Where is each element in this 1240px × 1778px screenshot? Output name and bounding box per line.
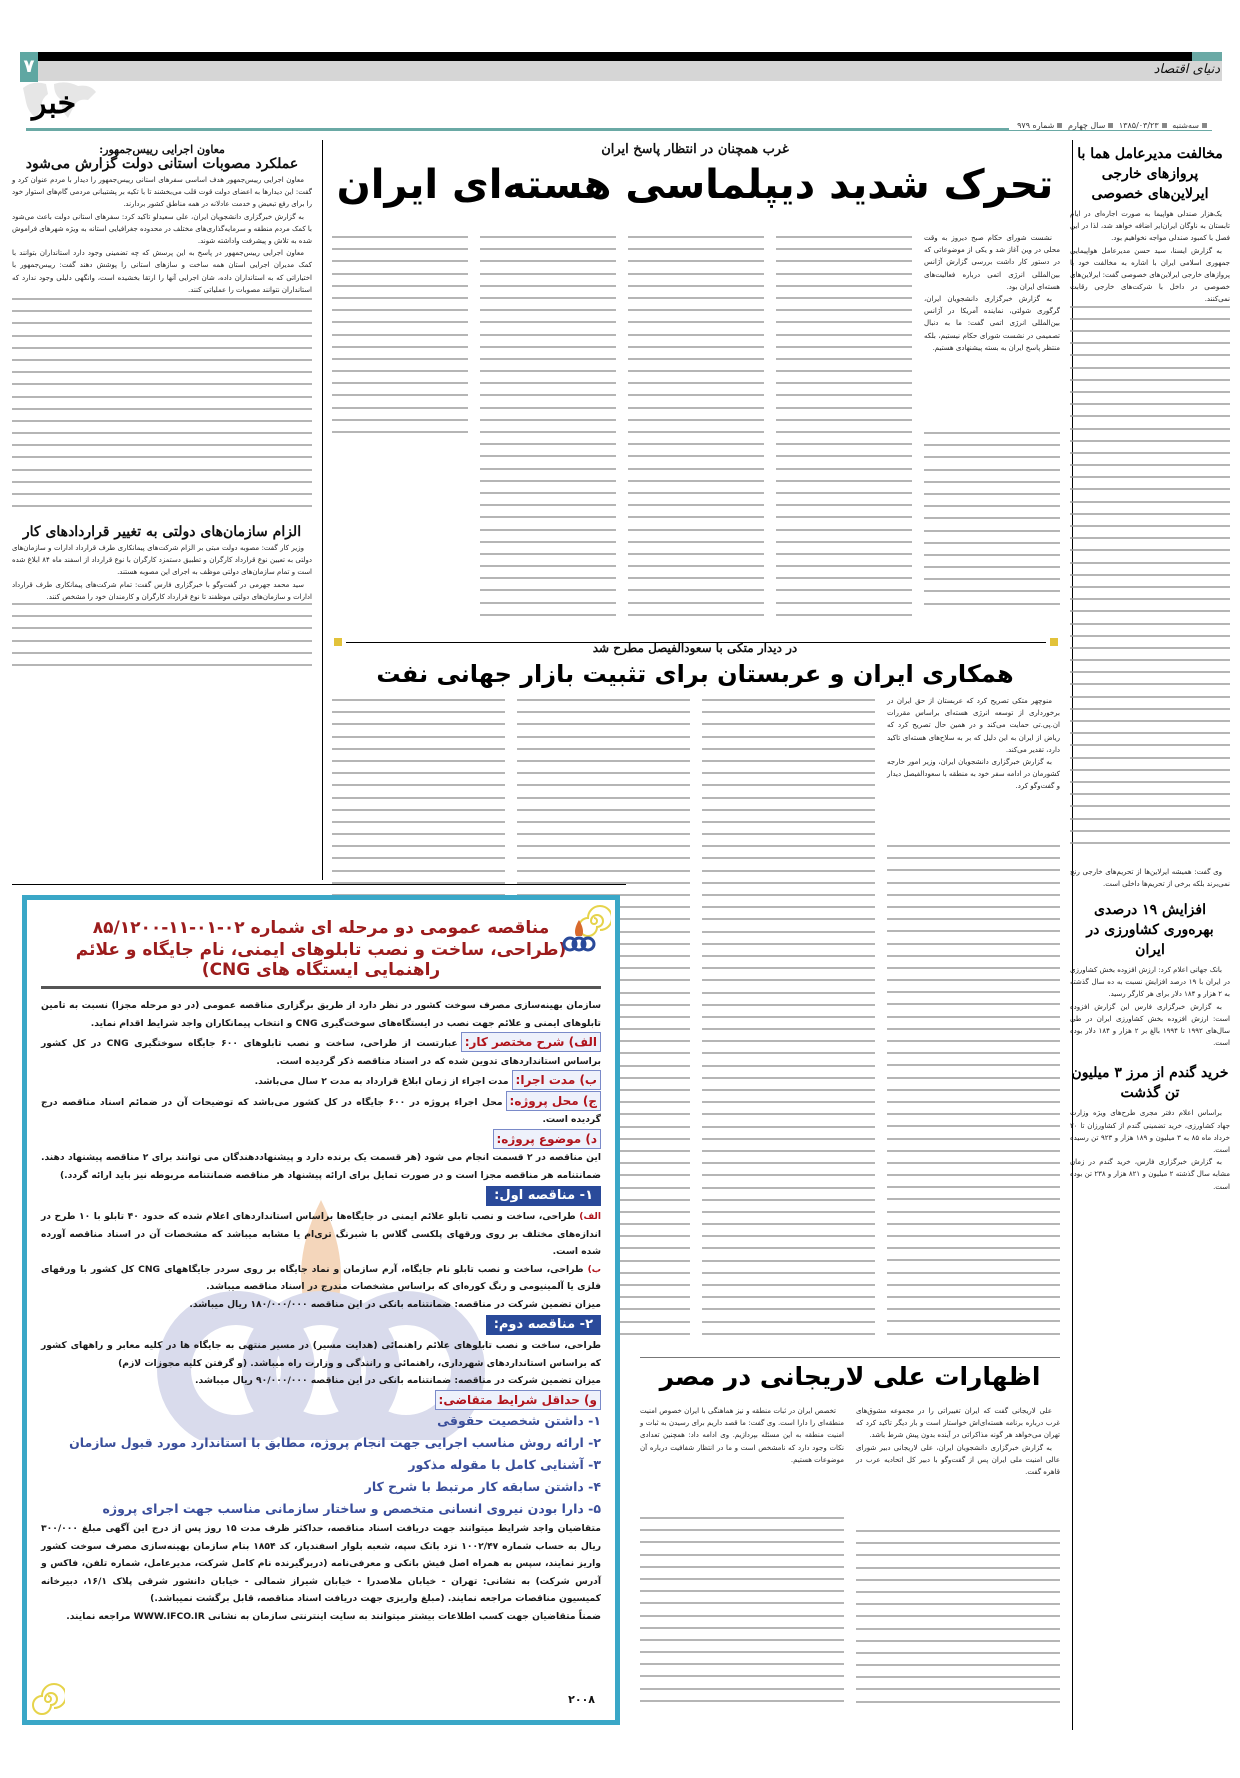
tender-subtitle: (طراحی، ساخت و نصب تابلوهای ایمنی، نام جایگاه و علائم راهنمایی ایستگاه های CNG) — [41, 940, 601, 989]
left-article-kicker: معاون اجرایی رییس‌جمهور: — [99, 143, 225, 156]
requirement-item: ۳- آشنایی کامل با مقوله مذکور — [408, 1457, 601, 1472]
tender-item: ج) محل پروژه:محل اجراء پروژه در ۶۰۰ جایگاه در کل کشور می‌باشد که توضیحات آن در ضمائم اسناد مناقصه درج گردیده است. — [41, 1091, 601, 1129]
left-article-body: معاون اجرایی رییس‌جمهور هدف اساسی سفرهای استانی رییس‌جمهور را دیدار با مردم عنوان کرد و گفت: این دیدارها به اعضای دولت قوت قلب می‌بخشند تا با تکیه بر پشتیبانی مردمی گام‌های استوار خود را برای رفع تبعیض و خدمت عادلانه در همه مناطق کشور بردارند. به گزارش خبرگزاری دانشجویان ایران، علی سعیدلو تاکید کرد: سفرهای استانی دولت باعث می‌شود با کمک مردم منطقه و سرمایه‌گذاری‌های مختلف در محدوده جغرافیایی استانه به ویژه شهرهای فراموش شده به تلاش و پیشرفت واداشته شوند. معاون اجرایی رییس‌جمهور در پاسخ به این پرسش که چه تضمینی وجود دارد استانداران بتوانند با کمک مدیران اجرایی استان همه ساخت و سازهای استانی را پوشش دهند گفت: رییس‌جمهور با اختیاراتی که به استانداران داده، شان اجرایی آنها را ارتقا بخشیده است، وانگهی دلیلی وجود ندارد که استانداران نتوانند مصوبات را عملیاتی کنند. — [12, 176, 312, 294]
brief-body-continued — [1070, 306, 1230, 866]
second-article-headline: همکاری ایران و عربستان برای تثبیت بازار جهانی نفت — [376, 660, 1014, 688]
tender-closing-text: متقاضیان واجد شرایط میتوانند جهت دریافت اسناد مناقصه، حداکثر ظرف مدت ۱۵ روز پس از درج این آگهی مبلغ ۳۰۰/۰۰۰ ریال به حساب شماره ۱۰۰۲/۴۷ نزد بانک سپه، شعبه بلوار اسفندیار، کد ۱۸۵۴ بنام سازمان بهینه‌سازی مصرف سوخت کشور واریز نمایند، سپس به همراه اصل فیش بانکی و معرفی‌نامه (دربرگیرنده نام کامل شرکت، مدیرعامل، شماره تلفن، فاکس و آدرس شرکت) به نشانی: تهران - خیابان ملاصدرا - خیابان شیراز شمالی - خیابان دانشور شرقی پلاک ۱۶/۱، دبیرخانه کمیسیون مناقصات مراجعه نمایند. (مبلغ واریزی جهت دریافت اسناد مناقصه، قابل برگشت نمیباشد.) — [41, 1523, 601, 1604]
issue-year: سال چهارم — [1067, 121, 1106, 130]
ad-code: ۲۰۰۸ — [568, 1693, 595, 1706]
article-column — [776, 232, 912, 627]
column-divider — [322, 140, 323, 880]
article-separator — [640, 1357, 1060, 1358]
masthead-grey-band — [22, 61, 1222, 81]
tender1-item-a: الف) طراحی، ساخت و نصب تابلو علائم ایمنی در جایگاه‌ها براساس استانداردهای اعلام شده که حدود ۴۰ تابلو با ۱۰ طرح در اندازه‌های مختلف بر روی ورقهای پلکسی گلاس با شبرنگ تری‌ام یا مشابه میباشد که مشخصات آن در اسناد مناقصه آورده شده است. — [41, 1211, 601, 1257]
second-article-kicker: در دیدار متکی با سعودالفیصل مطرح شد — [592, 641, 798, 655]
issue-date: ۱۳۸۵/۰۳/۲۳ — [1118, 121, 1159, 130]
left-article-headline: الزام سازمان‌های دولتی به تغییر قراردادهای کار — [22, 524, 302, 541]
issue-number: شماره ۹۷۹ — [1017, 121, 1055, 130]
news-briefs-column — [1070, 140, 1230, 1193]
left-article-body-continued — [12, 298, 312, 518]
article-column: تخصص ایران در ثبات منطقه و نیز هماهنگی با ایران خصوص امنیت منطقه‌ای را دارا است. وی گفت: ما قصد داریم برای رسیدن به ثبات و امنیت منطقه به این مسئله بپردازیم. وی ادامه داد: همچنین تعدادی نکات وجود دارد که نامشخص است و ما در انتظار شفافیت درباره آن موضوعات هستیم. — [640, 1405, 844, 1725]
tender1-item-b: ب) طراحی، ساخت و نصب تابلو نام جایگاه، آرم سازمان و نماد جایگاه بر روی سردر جایگاههای CNG کل کشور با ورقهای فلزی یا آلمینیومی و رنگ کوره‌ای که براساس مشخصات مندرج در اسناد مناقصه میباشد. — [41, 1263, 601, 1292]
left-article-body-continued — [12, 603, 312, 675]
brief-headline: مخالفت مدیرعامل هما با پروازهای خارجی ایرلاین‌های خصوصی — [1077, 146, 1223, 202]
issue-day: سه‌شنبه — [1172, 121, 1199, 130]
tender2-heading: ۲- مناقصه دوم: — [486, 1315, 601, 1335]
tender-item: د) موضوع پروژه: — [41, 1129, 601, 1150]
section-title: خبر — [32, 86, 77, 121]
brief-article — [1070, 144, 1230, 890]
masthead-black-bar — [22, 52, 1222, 61]
brief-body: بانک جهانی اعلام کرد: ارزش افزوده بخش کشاورزی در ایران با ۱۹ درصد افزایش نسبت به ده سال گذشته به ۲ هزار و ۱۸۴ دلار برای هر کارگر رسید. به گزارش خبرگزاری فارس این گزارش افزوده است: ارزش افزوده بخش کشاورزی ایران در طی سال‌های ۱۹۹۲ تا ۱۹۹۴ بالغ بر ۲ هزار و ۱۸۴ دلار بوده است. — [1070, 966, 1230, 1048]
ad-top-rule — [12, 884, 626, 885]
brief-headline: خرید گندم از مرز ۳ میلیون تن گذشت — [1071, 1065, 1229, 1102]
article-column — [332, 232, 468, 627]
tender2-guarantee: میزان تضمین شرکت در مناقصه: ضمانتنامه بانکی در این مناقصه ۹۰/۰۰۰/۰۰۰ ریال میباشد. — [195, 1375, 601, 1386]
requirement-item: ۲- ارائه روش مناسب اجرایی جهت انجام پروژه، مطابق با استاندارد مورد قبول سازمان — [69, 1435, 601, 1450]
main-article-body — [332, 232, 1060, 627]
article-column: علی لاریجانی گفت که ایران تغییراتی را در مجموعه مشوق‌های غرب درباره برنامه هسته‌ای‌اش خواستار است و بار دیگر تاکید کرد که تهران می‌خواهد هر گونه مذاکراتی در آینده بدون پیش شرط باشد. به گزارش خبرگزاری دانشجویان ایران، علی لاریجانی دبیر شورای عالی امنیت ملی ایران پس از گفت‌وگو با دبیر کل اتحادیه عرب در قاهره گفت. — [856, 1405, 1060, 1725]
requirements-heading: و) حداقل شرایط متقاضی: — [435, 1390, 601, 1410]
article-column — [628, 232, 764, 627]
article-column — [480, 232, 616, 627]
requirement-item: ۱- داشتن شخصیت حقوقی — [437, 1413, 601, 1428]
tender-intro: سازمان بهینه‌سازی مصرف سوخت کشور در نظر دارد از طریق برگزاری مناقصه عمومی (در دو مرحله مجزا) نسبت به تامین تابلوهای ایمنی و علائم جهت نصب در ایستگاه‌های سوخت‌گیری CNG و انتخاب پیمانکاران واجد شرایط اقدام نماید. — [41, 1000, 601, 1029]
requirement-item: ۵- دارا بودن نیروی انسانی متخصص و ساختار سازمانی مناسب جهت اجرای پروژه — [102, 1501, 601, 1516]
brief-article — [1070, 900, 1230, 1049]
requirement-item: ۴- داشتن سابقه کار مرتبط با شرح کار — [364, 1479, 601, 1494]
brief-body-end: وی گفت: همیشه ایرلاین‌ها از تحریم‌های خارجی رنج نمی‌برند بلکه برخی از تحریم‌ها داخلی است. — [1070, 867, 1230, 888]
brief-article — [1070, 1063, 1230, 1192]
article-column: منوچهر متکی تصریح کرد که عربستان از حق ایران در برخورداری از توسعه انرژی هسته‌ای براساس مقررات ان.پی.تی حمایت می‌کند و در همین حال تصریح کرد که ریاض از ایران به این دلیل که بر به سلاح‌های هسته‌ای تاکید دارد، تقدیر می‌کند. به گزارش خبرگزاری دانشجویان ایران، وزیر امور خارجه کشورمان در ادامه سفر خود به منطقه با سعودالفیصل دیدار و گفت‌وگو کرد. — [887, 695, 1060, 1345]
left-article-headline: عملکرد مصوبات استانی دولت گزارش می‌شود — [25, 156, 299, 172]
tender-advertisement — [22, 895, 620, 1725]
left-news-column — [12, 143, 312, 675]
organization-logo-icon — [559, 918, 599, 958]
paper-logo: دنیای اقتصاد — [1153, 62, 1220, 77]
tender1-heading: ۱- مناقصه اول: — [486, 1186, 601, 1206]
tender1-guarantee: میزان تضمین شرکت در مناقصه: ضمانتنامه بانکی در این مناقصه ۱۸۰/۰۰۰/۰۰۰ ریال میباشد. — [189, 1298, 601, 1310]
third-article-headline: اظهارات علی لاریجانی در مصر — [659, 1362, 1041, 1391]
issue-info — [1009, 121, 1218, 130]
tender-subject-text: این مناقصه در ۲ قسمت انجام می شود (هر قسمت یک برنده دارد و پیشنهاددهندگان می توانند برای ۲ مناقصه پیشنهاد دهند. ضمانتنامه هر مناقصه مجزا است و در صورت تمایل برای ارائه پیشنهاد هر مناقصه ضمانتنامه مربوطه نیز باید ارائه گردد.) — [41, 1152, 601, 1181]
article-column: نشست شورای حکام صبح دیروز به وقت محلی در وین آغاز شد و یکی از موضوعاتی که در دستور کار داشت بررسی گزارش آژانس بین‌المللی انرژی اتمی درباره فعالیت‌های هسته‌ای ایران بود. به گزارش خبرگزاری دانشجویان ایران، گرگوری شولتی، نماینده آمریکا در آژانس بین‌المللی انرژی اتمی گفت: ما به دنبال تصمیمی در نشست شورای حکام نیستیم، بلکه منتظر پاسخ ایران به بسته پیشنهادی هستیم. — [924, 232, 1060, 627]
page-number: ۷ — [20, 52, 38, 82]
tender-body — [41, 997, 601, 1625]
ad-content — [27, 900, 615, 1720]
article-column — [702, 695, 875, 1345]
third-article-body — [640, 1405, 1060, 1725]
left-article-body: وزیر کار گفت: مصوبه دولت مبتی بر الزام شرکت‌های پیمانکاری طرف قرارداد ادارات و سازمان‌های دولتی به تعیین نوع قرارداد کارگران و تطبیق دستمزد کارگران با نوع قرارداد از اسفند ماه ۸۴ ابلاغ شده است و تمام سازمان‌های دولتی موظف به اجرای این مصوبه هستند. سید محمد جهرمی در گفت‌وگو با خبرگزاری فارس گفت: تمام شرکت‌های پیمانکاری طرف قرارداد ادارات و سازمان‌های دولتی موظفند تا نوع قرارداد کارگران و کارمندان خود را مشخص کنند. — [12, 544, 312, 601]
masthead — [18, 48, 1240, 128]
main-article-headline: تحرک شدید دیپلماسی هسته‌ای ایران — [336, 162, 1054, 208]
tender2-text: طراحی، ساخت و نصب تابلوهای علائم راهنمائی (هدایت مسیر) در مسیر منتهی به جایگاه ها در کلیه معابر و راههای کشور که براساس استانداردهای شهرداری، راهنمائی و رانندگی و وزارت راه میباشد. (و گرفتن کلیه مجوزات لازم) — [41, 1340, 601, 1369]
main-article-kicker: غرب همچنان در انتظار پاسخ ایران — [601, 142, 789, 157]
brief-body: یک‌هزار صندلی هواپیما به صورت اجاره‌ای در ایام تابستان به ناوگان ایران‌ایر اضافه خواهد شد، لذا در این فصل با کمبود صندلی مواجه نخواهیم بود. به گزارش ایسنا، سید حسن مدیرعامل هواپیمایی جمهوری اسلامی ایران با اشاره به مخالفت خود با پروازهای خارجی ایرلاین‌های خصوصی گفت: ایرلاین‌های خصوصی در داخل با شرکت‌های خارجی رقابت نمی‌کنند. — [1070, 210, 1230, 304]
brief-body: براساس اعلام دفتر مجری طرح‌های ویژه وزارت جهاد کشاورزی، خرید تضمینی گندم از کشاورزان تا ۲۰ خرداد ماه ۸۵ به ۳ میلیون و ۱۸۹ هزار و ۹۲۳ تن رسیده است. به گزارش خبرگزاری فارس، خرید گندم در زمان مشابه سال گذشته ۲ میلیون و ۸۲۱ هزار و ۲۳۸ تن بوده است. — [1070, 1109, 1231, 1191]
masthead-teal-accent — [1192, 52, 1222, 61]
tender-item: الف) شرح مختصر کار:عبارتست از طراحی، ساخت و نصب تابلوهای ۶۰۰ جایگاه سوختگیری CNG در کل کشور براساس استانداردهای تدوین شده که در اسناد مناقصه ذکر گردیده است. — [41, 1032, 601, 1070]
tender-item: ب) مدت اجرا:مدت اجراء از زمان ابلاغ قرارداد به مدت ۲ سال می‌باشد. — [41, 1070, 601, 1091]
website-line[interactable]: ضمناً متقاضیان جهت کسب اطلاعات بیشتر میتوانند به سایت اینترنتی سازمان به نشانی WWW.IFCO.IR مراجعه نمایند. — [66, 1610, 601, 1622]
brief-headline: افزایش ۱۹ درصدی بهره‌وری کشاورزی در ایران — [1086, 902, 1214, 959]
tender-title: مناقصه عمومی دو مرحله ای شماره ۰۲-۰۱-۱۱-۸۵/۱۲۰۰ — [92, 918, 550, 938]
